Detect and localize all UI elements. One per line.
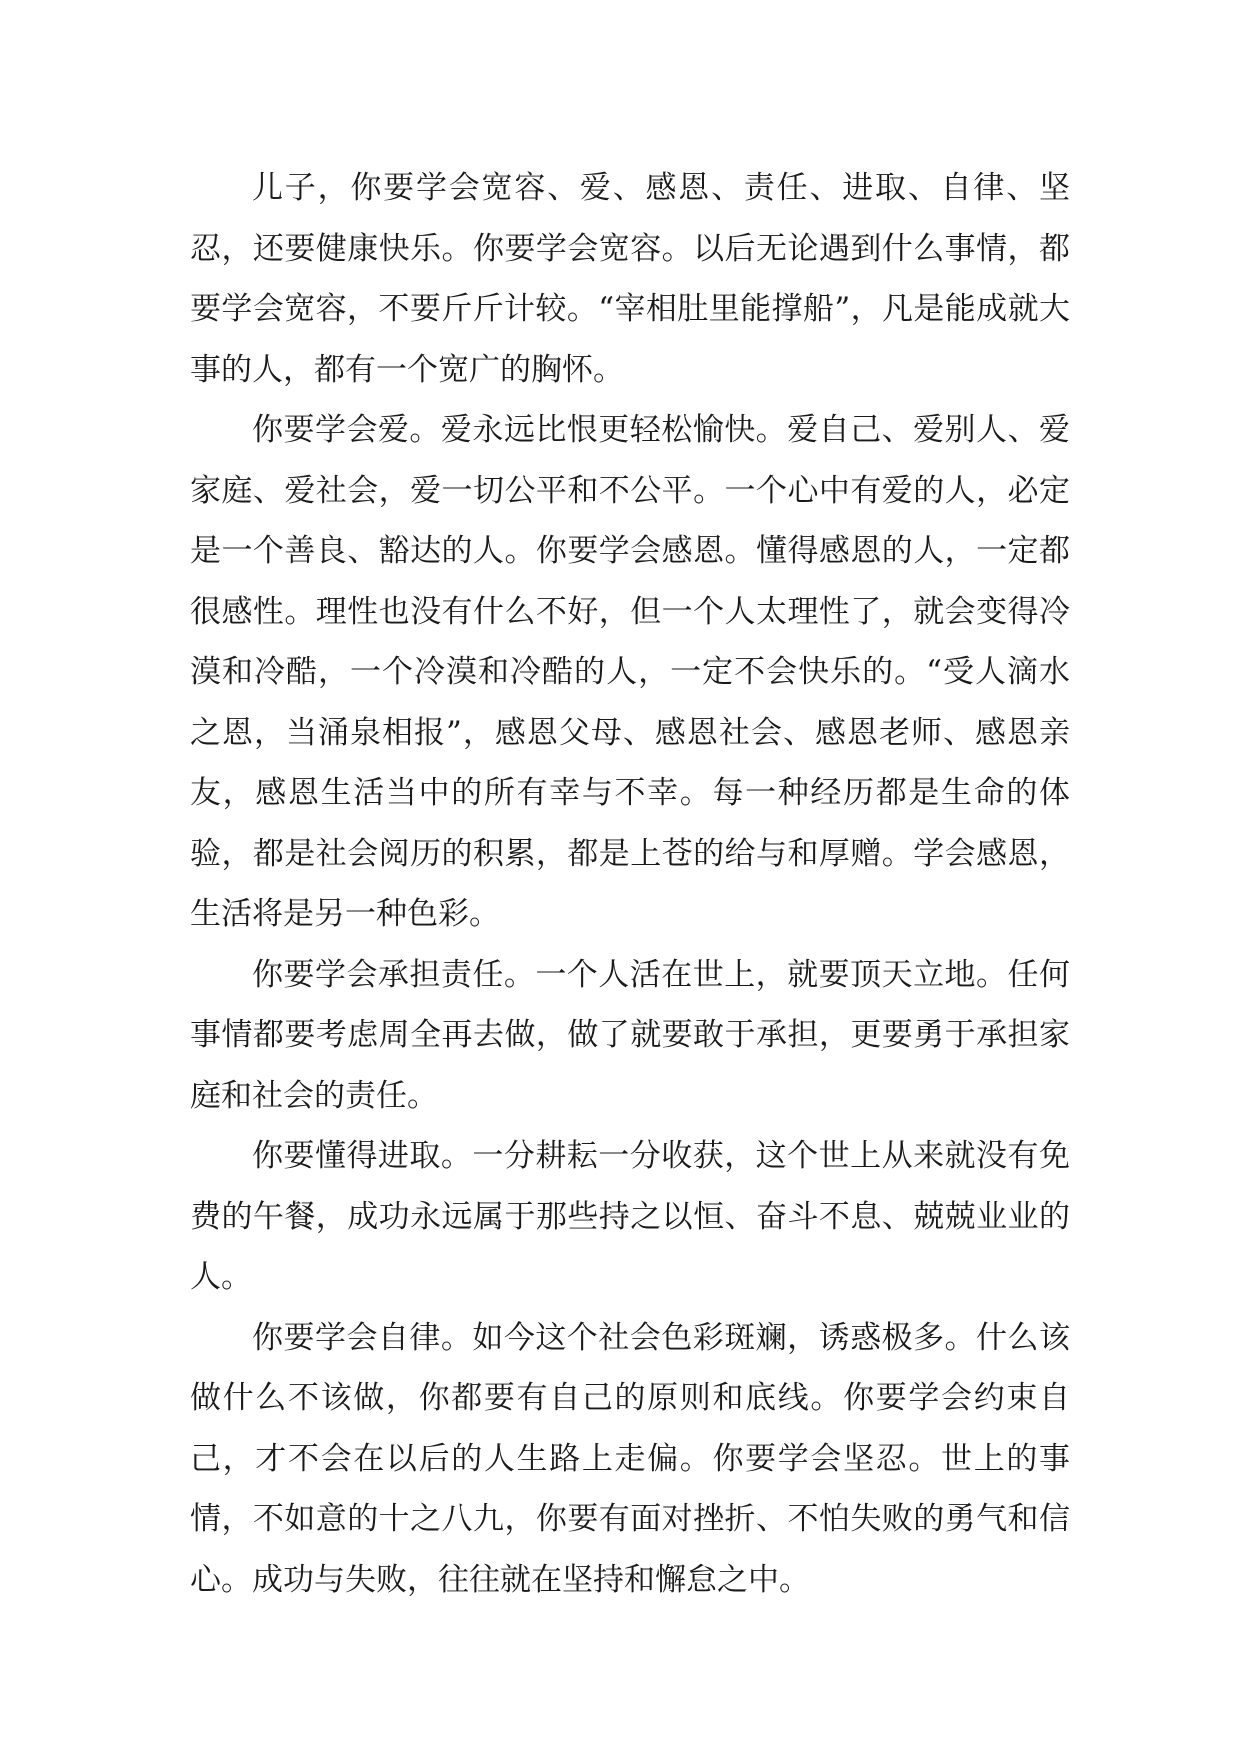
document-body xyxy=(190,158,1070,1610)
paragraph-3: 你要学会承担责任。一个人活在世上，就要顶天立地。任何事情都要考虑周全再去做，做了就要敢于承担，更要勇于承担家庭和社会的责任。 xyxy=(190,956,1070,1114)
paragraph-5: 你要学会自律。如今这个社会色彩斑斓，诱惑极多。什么该做什么不该做，你都要有自己的原则和底线。你要学会约束自己，才不会在以后的人生路上走偏。你要学会坚忍。世上的事情，不如意的十之八九，你要有面对挫折、不怕失败的勇气和信心。成功与失败，往往就在坚持和懈怠之中。 xyxy=(190,1319,1070,1598)
paragraph-1: 儿子，你要学会宽容、爱、感恩、责任、进取、自律、坚忍，还要健康快乐。你要学会宽容。以后无论遇到什么事情，都要学会宽容，不要斤斤计较。“宰相肚里能撑船”，凡是能成就大事的人，都有一个宽广的胸怀。 xyxy=(190,170,1070,388)
paragraph-2: 你要学会爱。爱永远比恨更轻松愉快。爱自己、爱别人、爱家庭、爱社会，爱一切公平和不公平。一个心中有爱的人，必定是一个善良、豁达的人。你要学会感恩。懂得感恩的人，一定都很感性。理性也没有什么不好，但一个人太理性了，就会变得冷漠和冷酷，一个冷漠和冷酷的人，一定不会快乐的。“受人滴水之恩，当涌泉相报”，感恩父母、感恩社会、感恩老师、感恩亲友，感恩生活当中的所有幸与不幸。每一种经历都是生命的体验，都是社会阅历的积累，都是上苍的给与和厚赠。学会感恩，生活将是另一种色彩。 xyxy=(190,412,1070,932)
paragraph-4: 你要懂得进取。一分耕耘一分收获，这个世上从来就没有免费的午餐，成功永远属于那些持之以恒、奋斗不息、兢兢业业的人。 xyxy=(190,1138,1070,1295)
